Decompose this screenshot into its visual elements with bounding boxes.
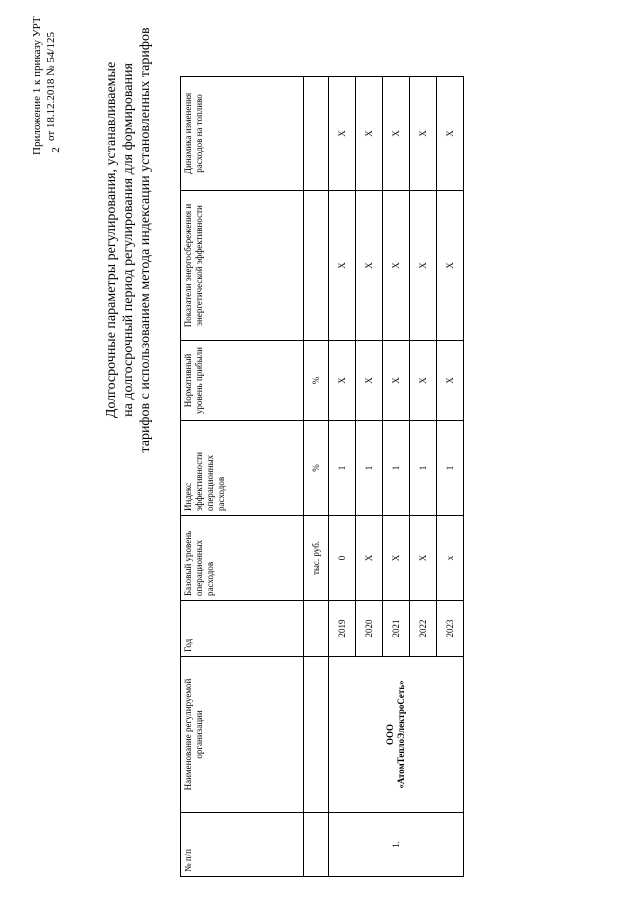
cell-efficiency-index: 1	[329, 421, 356, 516]
cell-year: 2023	[437, 601, 464, 657]
cell-fuel: X	[329, 77, 356, 191]
cell-efficiency-index: 1	[410, 421, 437, 516]
cell-profit-level: X	[356, 341, 383, 421]
unit-organization	[304, 657, 329, 813]
organization-name	[329, 657, 464, 813]
cell-base-level: x	[437, 516, 464, 601]
cell-profit-level: X	[383, 341, 410, 421]
header-num: № п/п	[181, 813, 304, 877]
header-energy-indicators: Показатели энергосбережения и энергетической эффективности	[181, 191, 304, 341]
unit-num	[304, 813, 329, 877]
annex-line-1: Приложение 1 к приказу УРТ	[31, 16, 43, 155]
annex-reference	[30, 15, 58, 155]
cell-energy: X	[329, 191, 356, 341]
table-header-row	[181, 77, 304, 877]
header-year: Год	[181, 601, 304, 657]
cell-profit-level: X	[329, 341, 356, 421]
cell-fuel: X	[437, 77, 464, 191]
cell-energy: X	[410, 191, 437, 341]
cell-fuel: X	[383, 77, 410, 191]
unit-year	[304, 601, 329, 657]
header-base-level: Базовый уровень операционных расходов	[181, 516, 304, 601]
unit-base-level: тыс. руб.	[304, 516, 329, 601]
cell-fuel: X	[356, 77, 383, 191]
cell-base-level: X	[383, 516, 410, 601]
cell-base-level: X	[356, 516, 383, 601]
cell-energy: X	[437, 191, 464, 341]
cell-base-level: 0	[329, 516, 356, 601]
cell-efficiency-index: 1	[383, 421, 410, 516]
cell-year: 2022	[410, 601, 437, 657]
annex-line-2: от 18.12.2018 № 54/125	[45, 32, 57, 141]
title-line-3: тарифов с использованием метода индексации установленных тарифов	[138, 27, 153, 453]
row-number: 1.	[329, 813, 464, 877]
unit-efficiency-index: %	[304, 421, 329, 516]
cell-efficiency-index: 1	[356, 421, 383, 516]
header-efficiency-index: Индекс эффективности операционных расходов	[181, 421, 304, 516]
cell-fuel: X	[410, 77, 437, 191]
header-organization: Наименование регулируемой организации	[181, 657, 304, 813]
page-number: 2	[50, 147, 62, 153]
cell-energy: X	[383, 191, 410, 341]
table-units-row	[304, 77, 329, 877]
parameters-table	[180, 76, 464, 877]
unit-fuel	[304, 77, 329, 191]
cell-year: 2019	[329, 601, 356, 657]
organization-line-2: «АтомТеплоЭлектроСеть»	[396, 680, 406, 789]
title-line-2: на долгосрочный период регулирования для формирования	[121, 63, 136, 417]
cell-year: 2021	[383, 601, 410, 657]
unit-energy	[304, 191, 329, 341]
cell-energy: X	[356, 191, 383, 341]
cell-base-level: X	[410, 516, 437, 601]
title-line-1: Долгосрочные параметры регулирования, устанавливаемые	[104, 61, 119, 419]
organization-line-1: ООО	[385, 724, 395, 746]
unit-profit-level: %	[304, 341, 329, 421]
cell-efficiency-index: 1	[437, 421, 464, 516]
cell-year: 2020	[356, 601, 383, 657]
document-title	[103, 0, 154, 520]
table-row	[329, 77, 356, 877]
header-fuel-dynamics: Динамика изменения расходов на топливо	[181, 77, 304, 191]
cell-profit-level: X	[437, 341, 464, 421]
header-profit-level: Нормативный уровень прибыли	[181, 341, 304, 421]
cell-profit-level: X	[410, 341, 437, 421]
